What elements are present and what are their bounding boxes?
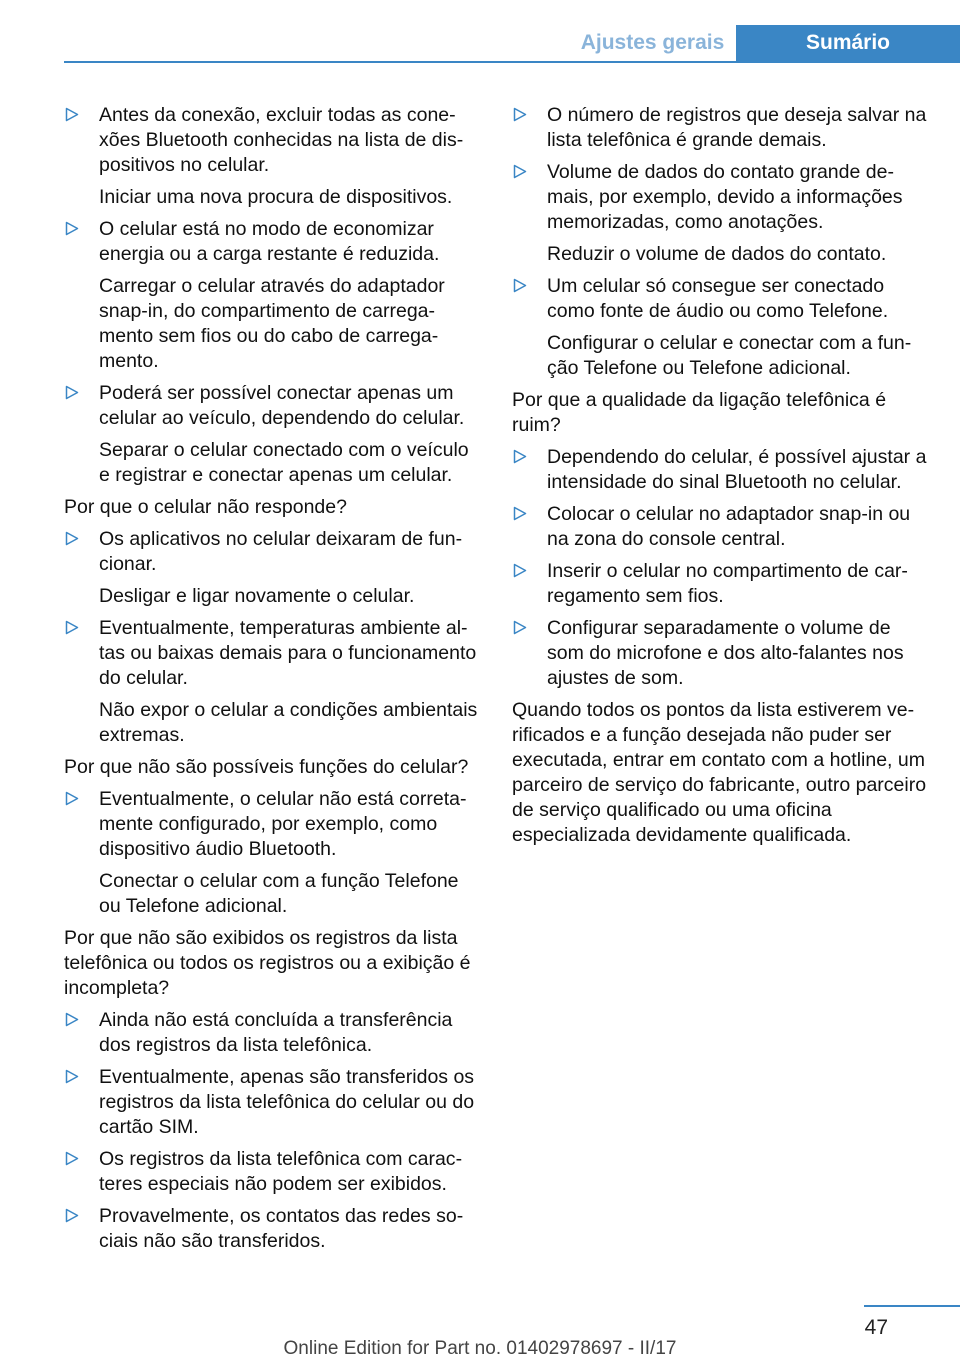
left-column xyxy=(64,103,482,1261)
edition-footer: Online Edition for Part no. 01402978697 - II/17 xyxy=(283,1338,677,1359)
list-item xyxy=(512,103,930,153)
item-remedy-text: Conectar o celular com a função Telefone ou Telefone adicional. xyxy=(99,870,459,917)
tab-sumario[interactable]: Sumário xyxy=(736,25,960,61)
header-rule xyxy=(64,61,960,63)
list-item xyxy=(512,274,930,381)
list-item xyxy=(512,502,930,552)
triangle-bullet-icon xyxy=(64,1208,80,1224)
triangle-bullet-icon xyxy=(64,1069,80,1085)
triangle-bullet-icon xyxy=(64,1151,80,1167)
list-item xyxy=(512,160,930,267)
list-item xyxy=(512,616,930,691)
question-heading: Por que o celular não responde? xyxy=(64,496,347,518)
item-remedy-text: Carregar o celular através do adaptador snap-in, do compartimento de carregamento sem fios ou do cabo de carregamento. xyxy=(99,275,445,372)
item-text: Volume de dados do contato grande demais, por exemplo, devido a informações memorizadas, como anotações. xyxy=(547,161,903,233)
item-text: Ainda não está concluída a transferência dos registros da lista telefônica. xyxy=(99,1009,453,1056)
question-heading: Por que a qualidade da ligação telefônica é ruim? xyxy=(512,389,887,436)
triangle-bullet-icon xyxy=(64,791,80,807)
list-item xyxy=(64,527,482,609)
list-item xyxy=(64,1008,482,1058)
list-item xyxy=(64,217,482,374)
item-text: Provavelmente, os contatos das redes sociais não são transferidos. xyxy=(99,1205,464,1252)
triangle-bullet-icon xyxy=(512,506,528,522)
triangle-bullet-icon xyxy=(512,278,528,294)
item-text: Eventualmente, temperaturas ambiente altas ou baixas demais para o funcionamento do celular. xyxy=(99,617,477,689)
item-text: Antes da conexão, excluir todas as conexões Bluetooth conhecidas na lista de dispositivos no celular. xyxy=(99,104,464,176)
list-item xyxy=(512,445,930,495)
triangle-bullet-icon xyxy=(64,1012,80,1028)
list-item xyxy=(64,1204,482,1254)
page-number: 47 xyxy=(864,1316,888,1339)
triangle-bullet-icon xyxy=(512,449,528,465)
list-item xyxy=(64,1147,482,1197)
question-heading: Por que não são possíveis funções do celular? xyxy=(64,756,469,778)
item-text: Os aplicativos no celular deixaram de funcionar. xyxy=(99,528,463,575)
item-remedy-text: Reduzir o volume de dados do contato. xyxy=(547,243,887,265)
item-text: Colocar o celular no adaptador snap-in ou na zona do console central. xyxy=(547,503,911,550)
triangle-bullet-icon xyxy=(64,385,80,401)
list-item xyxy=(64,616,482,748)
triangle-bullet-icon xyxy=(64,221,80,237)
item-text: Inserir o celular no compartimento de carregamento sem fios. xyxy=(547,560,908,607)
triangle-bullet-icon xyxy=(64,107,80,123)
item-text: O celular está no modo de economizar energia ou a carga restante é reduzida. xyxy=(99,218,440,265)
nav-link-ajustes-gerais[interactable]: Ajustes gerais xyxy=(580,31,725,54)
list-item xyxy=(64,381,482,488)
triangle-bullet-icon xyxy=(64,620,80,636)
triangle-bullet-icon xyxy=(64,531,80,547)
triangle-bullet-icon xyxy=(512,563,528,579)
item-remedy-text: Separar o celular conectado com o veículo e registrar e conectar apenas um celular. xyxy=(99,439,469,486)
list-item xyxy=(64,103,482,210)
footer-rule xyxy=(864,1305,960,1307)
list-item xyxy=(64,787,482,919)
list-item xyxy=(512,559,930,609)
item-text: Configurar separadamente o volume de som do microfone e dos alto-falantes nos ajustes de som. xyxy=(547,617,904,689)
item-remedy-text: Iniciar uma nova procura de dispositivos. xyxy=(99,186,453,208)
item-remedy-text: Configurar o celular e conectar com a função Telefone ou Telefone adicional. xyxy=(547,332,912,379)
item-remedy-text: Não expor o celular a condições ambientais extremas. xyxy=(99,699,478,746)
triangle-bullet-icon xyxy=(512,164,528,180)
item-text: Eventualmente, o celular não está corretamente configurado, por exemplo, como dispositivo áudio Bluetooth. xyxy=(99,788,467,860)
item-text: Poderá ser possível conectar apenas um celular ao veículo, dependendo do celular. xyxy=(99,382,465,429)
question-heading: Por que não são exibidos os registros da lista telefônica ou todos os registros ou a exibição é incompleta? xyxy=(64,927,471,999)
question-heading: Quando todos os pontos da lista estiverem verificados e a função desejada não puder ser executada, entrar em contato com a hotline, um parceiro de serviço do fabricante, outro parceiro de serviço qualificado ou uma oficina especializada devidamente qualificada. xyxy=(512,699,927,846)
item-text: Eventualmente, apenas são transferidos os registros da lista telefônica do celular ou do cartão SIM. xyxy=(99,1066,475,1138)
item-text: Um celular só consegue ser conectado como fonte de áudio ou como Telefone. xyxy=(547,275,889,322)
triangle-bullet-icon xyxy=(512,620,528,636)
item-remedy-text: Desligar e ligar novamente o celular. xyxy=(99,585,415,607)
list-item xyxy=(64,1065,482,1140)
triangle-bullet-icon xyxy=(512,107,528,123)
item-text: Dependendo do celular, é possível ajustar a intensidade do sinal Bluetooth no celular. xyxy=(547,446,927,493)
right-column xyxy=(512,103,930,855)
item-text: O número de registros que deseja salvar na lista telefônica é grande demais. xyxy=(547,104,927,151)
item-text: Os registros da lista telefônica com caracteres especiais não podem ser exibidos. xyxy=(99,1148,463,1195)
